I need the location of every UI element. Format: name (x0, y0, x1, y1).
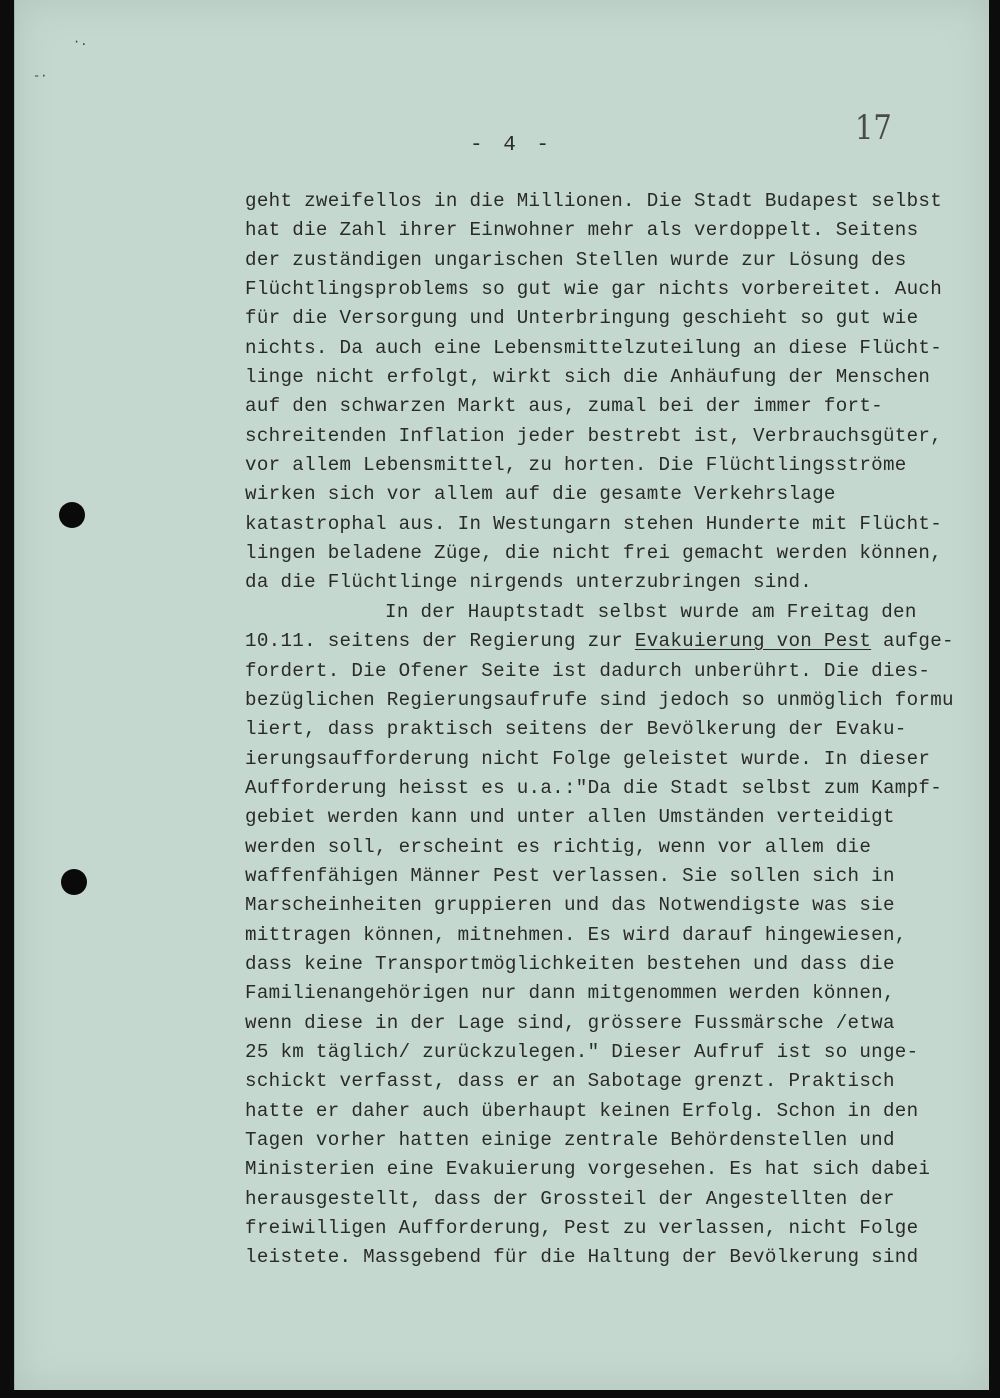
text-line: wirken sich vor allem auf die gesamte Verkehrslage (245, 483, 836, 506)
margin-speck: -· (33, 69, 48, 83)
page-number: - 4 - (470, 134, 554, 157)
text-segment: 10.11. seitens der Regierung zur (245, 630, 635, 653)
text-line: Familienangehörigen nur dann mitgenommen werden können, (245, 982, 895, 1005)
text-line: auf den schwarzen Markt aus, zumal bei der immer fort- (245, 395, 883, 418)
text-line: gebiet werden kann und unter allen Umständen verteidigt (245, 806, 895, 829)
text-line: linge nicht erfolgt, wirkt sich die Anhäufung der Menschen (245, 366, 931, 389)
text-segment: aufge- (871, 630, 954, 653)
text-line: werden soll, erscheint es richtig, wenn vor allem die (245, 835, 872, 858)
text-line: mittragen können, mitnehmen. Es wird darauf hingewiesen, (245, 923, 907, 946)
typed-body-text (245, 187, 985, 1273)
text-line: leistete. Massgebend für die Haltung der Bevölkerung sind (245, 1246, 919, 1269)
text-line: Ministerien eine Evakuierung vorgesehen. Es hat sich dabei (245, 1158, 931, 1181)
text-line: Aufforderung heisst es u.a.:"Da die Stadt selbst zum Kampf- (245, 776, 943, 799)
punch-hole-lower (61, 869, 87, 895)
text-line: katastrophal aus. In Westungarn stehen Hunderte mit Flücht- (245, 512, 943, 535)
margin-speck: ·. (73, 35, 88, 49)
text-line: hatte er daher auch überhaupt keinen Erfolg. Schon in den (245, 1099, 919, 1122)
text-line: lingen beladene Züge, die nicht frei gemacht werden können, (245, 542, 943, 565)
text-line: liert, dass praktisch seitens der Bevölkerung der Evaku- (245, 718, 907, 741)
text-line: Marscheinheiten gruppieren und das Notwendigste was sie (245, 894, 895, 917)
text-line: Flüchtlingsproblems so gut wie gar nichts vorbereitet. Auch (245, 278, 943, 301)
text-line: für die Versorgung und Unterbringung geschieht so gut wie (245, 307, 919, 330)
text-line: herausgestellt, dass der Grossteil der Angestellten der (245, 1187, 895, 1210)
text-line: schickt verfasst, dass er an Sabotage grenzt. Praktisch (245, 1070, 895, 1093)
underlined-phrase: Evakuierung von Pest (634, 630, 872, 653)
text-line: bezüglichen Regierungsaufrufe sind jedoch so unmöglich formu (245, 688, 954, 711)
text-line: da die Flüchtlinge nirgends unterzubringen sind. (245, 571, 813, 594)
text-line: 25 km täglich/ zurückzulegen." Dieser Aufruf ist so unge- (245, 1040, 919, 1063)
text-line-with-underline (245, 627, 985, 656)
text-line: hat die Zahl ihrer Einwohner mehr als verdoppelt. Seitens (245, 219, 919, 242)
text-line: vor allem Lebensmittel, zu horten. Die Flüchtlingsströme (245, 454, 907, 477)
handwritten-folio-number: 17 (855, 108, 892, 148)
text-line: ierungsaufforderung nicht Folge geleistet wurde. In dieser (245, 747, 931, 770)
text-line: fordert. Die Ofener Seite ist dadurch unberührt. Die dies- (245, 659, 931, 682)
text-line: dass keine Transportmöglichkeiten bestehen und dass die (245, 952, 895, 975)
text-line: wenn diese in der Lage sind, grössere Fussmärsche /etwa (245, 1011, 895, 1034)
text-line: waffenfähigen Männer Pest verlassen. Sie sollen sich in (245, 864, 895, 887)
text-line: nichts. Da auch eine Lebensmittelzuteilung an diese Flücht- (245, 336, 943, 359)
text-line: der zuständigen ungarischen Stellen wurde zur Lösung des (245, 248, 907, 271)
paper-sheet (14, 0, 989, 1390)
text-line: geht zweifellos in die Millionen. Die Stadt Budapest selbst (245, 190, 943, 212)
punch-hole-upper (59, 502, 85, 528)
text-line: schreitenden Inflation jeder bestrebt ist, Verbrauchsgüter, (245, 424, 943, 447)
text-line: Tagen vorher hatten einige zentrale Behördenstellen und (245, 1129, 895, 1151)
text-line: freiwilligen Aufforderung, Pest zu verlassen, nicht Folge (245, 1217, 919, 1240)
paragraph-start-line: In der Hauptstadt selbst wurde am Freitag den (385, 600, 917, 623)
